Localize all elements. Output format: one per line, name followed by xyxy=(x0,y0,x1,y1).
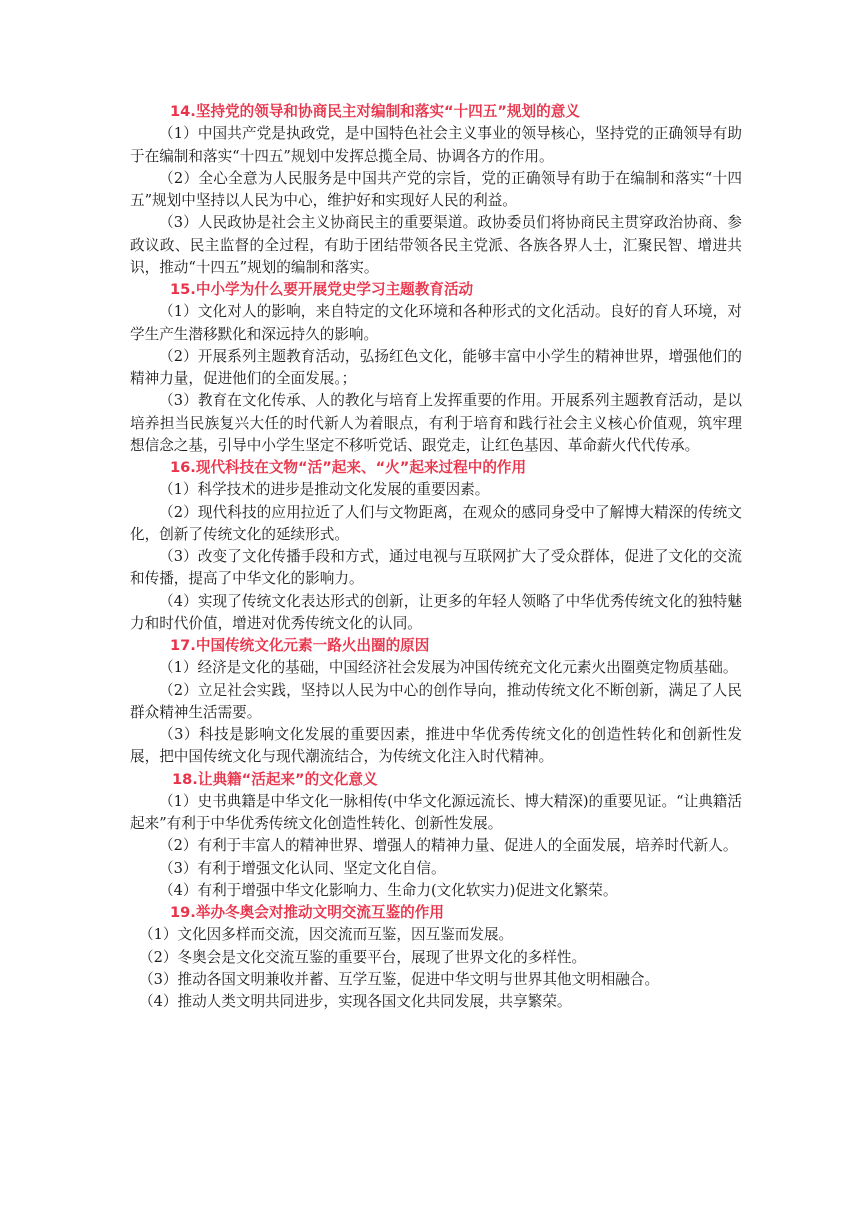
section-heading: 18.让典籍“活起来”的文化意义 xyxy=(172,770,378,788)
paragraph: （4）推动人类文明共同进步，实现各国文化共同发展，共享繁荣。 xyxy=(139,993,572,1010)
paragraph: （1）文化对人的影响，来自特定的文化环境和各种形式的文化活动。良好的育人环境，对学生产生潜移默化和深远持久的影响。 xyxy=(130,303,742,343)
paragraph: （3）推动各国文明兼收并蓄、互学互鉴，促进中华文明与世界其他文明相融合。 xyxy=(139,970,660,988)
section-heading: 17.中国传统文化元素一路火出圈的原因 xyxy=(170,637,430,654)
paragraph: （1）经济是文化的基础，中国经济社会发展为冲国传统充文化元素火出圈奠定物质基础。 xyxy=(159,659,738,677)
paragraph: （4）有利于增强中华文化影响力、生命力(文化软实力)促进文化繁荣。 xyxy=(159,881,618,899)
paragraph: （2）立足社会实践，坚持以人民为中心的创作导向，推动传统文化不断创新，满足了人民群众精神生活需要。 xyxy=(130,681,742,721)
section-heading: 15.中小学为什么要开展党史学习主题教育活动 xyxy=(170,281,474,298)
paragraph: （3）教育在文化传承、人的教化与培育上发挥重要的作用。开展系列主题教育活动，是以培养担当民族复兴大任的时代新人为着眼点，有利于培育和践行社会主义核心价值观，筑牢理想信念之基，引导中小学生坚定不移听党话、跟党走，让红色基因、革命薪火代代传承。 xyxy=(130,392,742,454)
paragraph: （3）人民政协是社会主义协商民主的重要渠道。政协委员们将协商民主贯穿政治协商、参政议政、民主监督的全过程，有助于团结带领各民主党派、各族各界人士，汇聚民智、增进共识，推动“十四五”规划的编制和落实。 xyxy=(130,214,742,276)
paragraph: （2）开展系列主题教育活动，弘扬红色文化，能够丰富中小学生的精神世界，增强他们的精神力量，促进他们的全面发展。； xyxy=(130,347,742,387)
section-heading: 14.坚持党的领导和协商民主对编制和落实“十四五”规划的意义 xyxy=(170,103,580,120)
paragraph: （1）史书典籍是中华文化一脉相传(中华文化源远流长、博大精深)的重要见证。“让典籍活起来”有利于中华优秀传统文化创造性转化、创新性发展。 xyxy=(130,792,742,832)
paragraph: （3）有利于增强文化认同、坚定文化自信。 xyxy=(159,859,446,877)
paragraph: （3）科技是影响文化发展的重要因素，推进中华优秀传统文化的创造性转化和创新性发展，把中国传统文化与现代潮流结合，为传统文化注入时代精神。 xyxy=(130,726,742,766)
paragraph: （1）中国共产党是执政党，是中国特色社会主义事业的领导核心，坚持党的正确领导有助于在编制和落实“十四五”规划中发挥总揽全局、协调各方的作用。 xyxy=(130,125,742,165)
paragraph: （2）现代科技的应用拉近了人们与文物距离，在观众的感同身受中了解博大精深的传统文化，创新了传统文化的延续形式。 xyxy=(130,503,742,543)
paragraph: （2）有利于丰富人的精神世界、增强人的精神力量、促进人的全面发展，培养时代新人。 xyxy=(159,837,738,855)
paragraph: （1）科学技术的进步是推动文化发展的重要因素。 xyxy=(159,481,490,499)
section-19 xyxy=(130,902,742,1013)
section-heading: 19.举办冬奥会对推动文明交流互鉴的作用 xyxy=(170,904,444,921)
paragraph: （2）全心全意为人民服务是中国共产党的宗旨，党的正确领导有助于在编制和落实“十四五”规划中坚持以人民为中心，维护好和实现好人民的利益。 xyxy=(130,169,742,209)
section-heading: 16.现代科技在文物“活”起来、“火”起来过程中的作用 xyxy=(170,459,527,476)
section-16 xyxy=(130,457,742,635)
paragraph: （2）冬奥会是文化交流互鉴的重要平台，展现了世界文化的多样性。 xyxy=(139,948,587,966)
paragraph: （4）实现了传统文化表达形式的创新，让更多的年轻人领略了中华优秀传统文化的独特魅力和时代价值，增进对优秀传统文化的认同。 xyxy=(130,592,742,632)
paragraph: （1）文化因多样而交流，因交流而互鉴，因互鉴而发展。 xyxy=(139,926,514,944)
paragraph: （3）改变了文化传播手段和方式，通过电视与互联网扩大了受众群体，促进了文化的交流和传播，提高了中华文化的影响力。 xyxy=(130,548,742,588)
section-15 xyxy=(130,279,742,457)
section-18 xyxy=(130,769,742,903)
section-17 xyxy=(130,635,742,769)
section-14 xyxy=(130,101,742,279)
document-body xyxy=(130,101,742,1013)
